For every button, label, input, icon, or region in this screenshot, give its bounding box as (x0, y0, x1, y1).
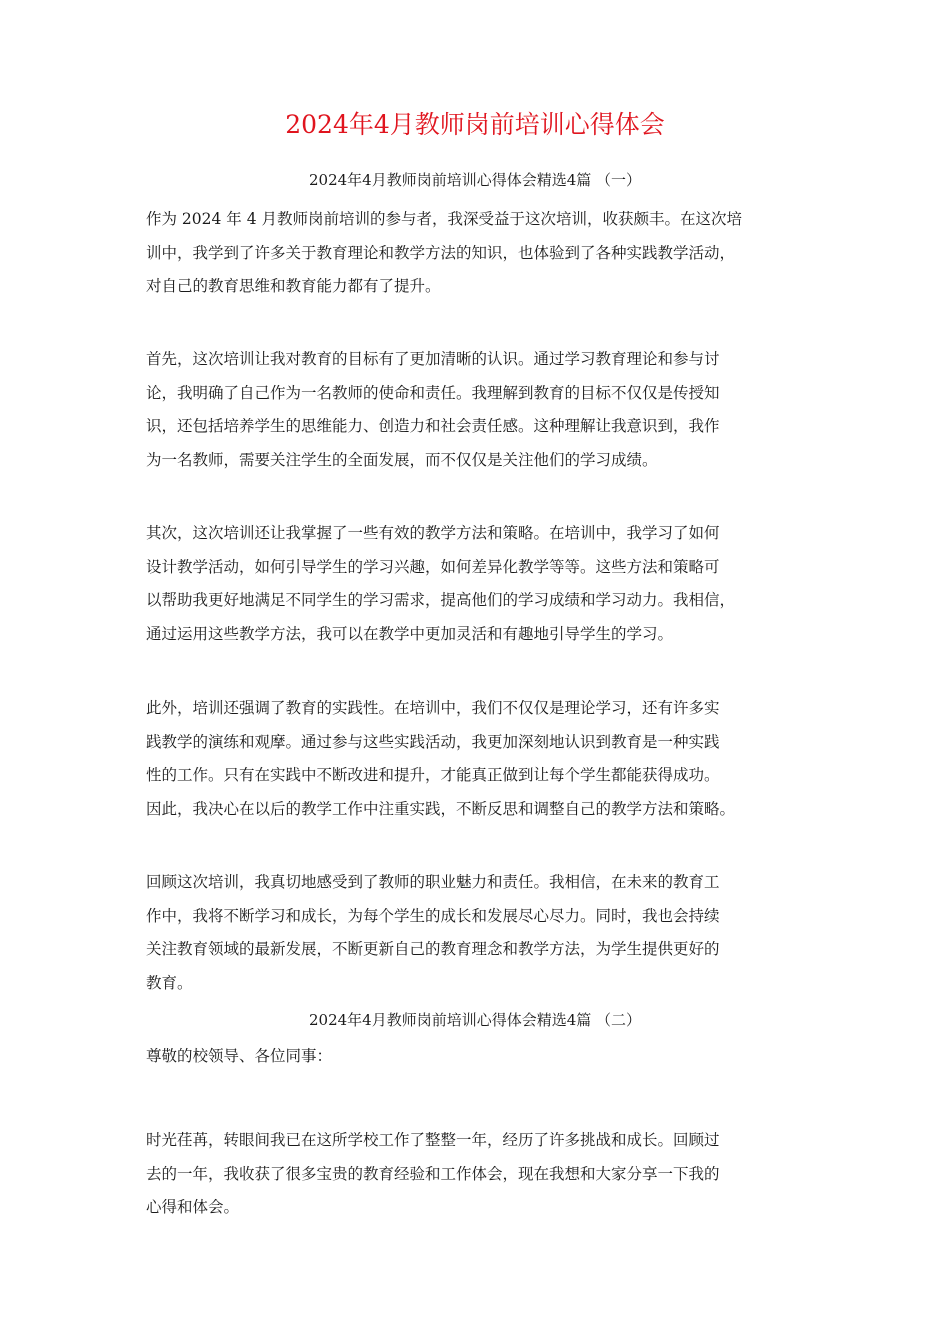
document-title: 2024年4月教师岗前培训心得体会 (285, 110, 665, 139)
paragraph-1-line: 对自己的教育思维和教育能力都有了提升。 (146, 277, 441, 295)
salutation-line: 尊敬的校领导、各位同事： (146, 1047, 333, 1065)
paragraph-6 (146, 1040, 826, 1074)
paragraph-5-line: 回顾这次培训，我真切地感受到了教师的职业魅力和责任。我相信，在未来的教育工 (146, 873, 720, 891)
paragraph-5 (146, 866, 826, 1000)
paragraph-4-line: 性的工作。只有在实践中不断改进和提升，才能真正做到让每个学生都能获得成功。 (146, 766, 720, 784)
paragraph-3-line: 通过运用这些教学方法，我可以在教学中更加灵活和有趣地引导学生的学习。 (146, 624, 674, 643)
paragraph-5-line: 关注教育领域的最新发展，不断更新自己的教育理念和教学方法，为学生提供更好的 (146, 940, 720, 958)
paragraph-7-line: 时光荏苒，转眼间我已在这所学校工作了整整一年，经历了许多挑战和成长。回顾过 (146, 1131, 720, 1149)
paragraph-4-line: 践教学的演练和观摩。通过参与这些实践活动，我更加深刻地认识到教育是一种实践 (146, 732, 720, 751)
paragraph-3-line: 以帮助我更好地满足不同学生的学习需求，提高他们的学习成绩和学习动力。我相信， (146, 591, 736, 609)
paragraph-2-line: 为一名教师，需要关注学生的全面发展，而不仅仅是关注他们的学习成绩。 (146, 450, 658, 469)
paragraph-7-line: 心得和体会。 (146, 1198, 240, 1216)
paragraph-1-line: 作为 2024 年 4 月教师岗前培训的参与者，我深受益于这次培训，收获颇丰。在这次培 (146, 210, 743, 228)
paragraph-2 (146, 343, 826, 477)
paragraph-4-line: 因此，我决心在以后的教学工作中注重实践，不断反思和调整自己的教学方法和策略。 (146, 799, 736, 818)
paragraph-2-line: 论，我明确了自己作为一名教师的使命和责任。我理解到教育的目标不仅仅是传授知 (146, 383, 720, 402)
paragraph-5-line: 作中，我将不断学习和成长，为每个学生的成长和发展尽心尽力。同时，我也会持续 (146, 906, 720, 925)
paragraph-3 (146, 517, 826, 651)
paragraph-3-line: 其次，这次培训还让我掌握了一些有效的教学方法和策略。在培训中，我学习了如何 (146, 524, 720, 542)
section-1-title: 2024年4月教师岗前培训心得体会精选4篇 （一） (308, 171, 642, 189)
paragraph-5-line: 教育。 (146, 973, 193, 992)
paragraph-3-line: 设计教学活动，如何引导学生的学习兴趣，如何差异化教学等等。这些方法和策略可 (146, 557, 720, 576)
paragraph-2-line: 首先，这次培训让我对教育的目标有了更加清晰的认识。通过学习教育理论和参与讨 (146, 350, 720, 368)
paragraph-2-line: 识，还包括培养学生的思维能力、创造力和社会责任感。这种理解让我意识到，我作 (146, 417, 720, 435)
paragraph-4 (146, 692, 826, 826)
section-2-title: 2024年4月教师岗前培训心得体会精选4篇 （二） (308, 1011, 642, 1029)
paragraph-4-line: 此外，培训还强调了教育的实践性。在培训中，我们不仅仅是理论学习，还有许多实 (146, 699, 720, 717)
paragraph-1 (146, 203, 826, 304)
paragraph-7-line: 去的一年，我收获了很多宝贵的教育经验和工作体会，现在我想和大家分享一下我的 (146, 1164, 720, 1183)
paragraph-1-line: 训中，我学到了许多关于教育理论和教学方法的知识，也体验到了各种实践教学活动， (146, 243, 736, 262)
paragraph-7 (146, 1124, 826, 1225)
